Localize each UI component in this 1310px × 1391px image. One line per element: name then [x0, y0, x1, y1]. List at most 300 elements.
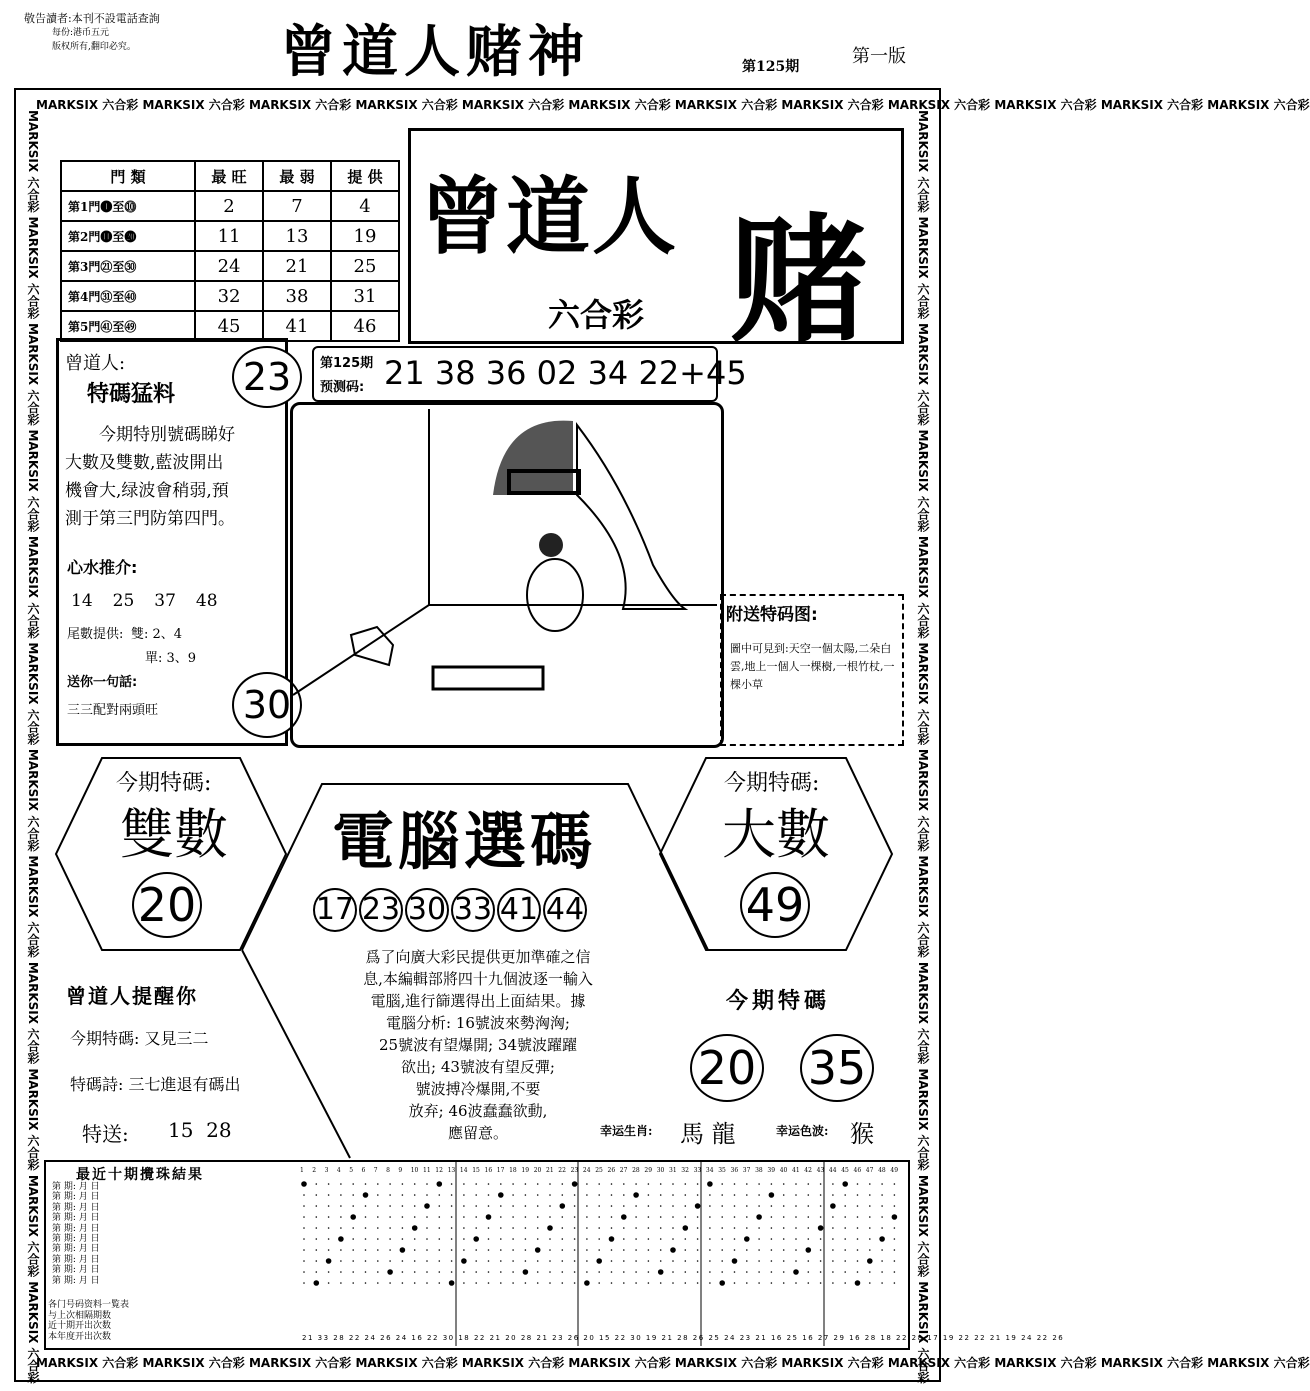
grid-dot [303, 1205, 305, 1207]
column-number: 31 [669, 1167, 677, 1174]
grid-dot [414, 1205, 416, 1207]
grid-dot [316, 1271, 318, 1273]
grid-dot [869, 1271, 871, 1273]
grid-dot [783, 1271, 785, 1273]
column-number: 43 [816, 1167, 825, 1174]
table-cell: 4 [331, 191, 399, 221]
grid-dot [734, 1183, 736, 1185]
tail-label: 尾數提供: [67, 627, 124, 642]
grid-dot [488, 1205, 490, 1207]
grid-dot [389, 1194, 391, 1196]
grid-dot [758, 1238, 760, 1240]
grid-dot [709, 1238, 711, 1240]
grid-dot [611, 1194, 613, 1196]
grid-dot [635, 1205, 637, 1207]
sidebar-body: 今期特別號碼睇好大數及雙數,藍波開出機會大,绿波會稍弱,預測于第三門防第四門。 [65, 425, 235, 529]
column-number: 20 [533, 1167, 542, 1174]
grid-dot [746, 1260, 748, 1262]
logo-subtitle: 六合彩 [548, 296, 645, 334]
column-number: 26 [607, 1167, 616, 1174]
row-label: 第 期: 月 日 [52, 1213, 100, 1224]
grid-dot [525, 1282, 527, 1284]
grid-dot [844, 1271, 846, 1273]
grid-dot [562, 1271, 564, 1273]
grid-dot [475, 1227, 477, 1229]
grid-dot [525, 1216, 527, 1218]
prediction-label: 预测码: [320, 380, 365, 395]
grid-dot [365, 1216, 367, 1218]
grid-dot [535, 1247, 541, 1253]
door-stats-table [60, 160, 400, 342]
grid-dot [463, 1227, 465, 1229]
border-strip-bottom: MARKSIX 六合彩 MARKSIX 六合彩 MARKSIX 六合彩 MARKSIX 六合彩 MARKSIX 六合彩 MARKSIX 六合彩 MARKSIX 六合彩 MARKSIX 六合彩 MARKSIX 六合彩 MARKSIX 六合彩 MARKSIX 六合彩 MARKSIX 六合彩 [36, 1356, 1310, 1370]
grid-dot [771, 1271, 773, 1273]
pick-ball: 17 [313, 888, 357, 932]
grid-dot [549, 1216, 551, 1218]
grid-dot [525, 1238, 527, 1240]
grid-dot [795, 1183, 797, 1185]
grid-dot [537, 1205, 539, 1207]
grid-dot [574, 1238, 576, 1240]
grid-dot [894, 1249, 896, 1251]
grid-dot [586, 1205, 588, 1207]
grid-dot [377, 1194, 379, 1196]
grid-dot [500, 1249, 502, 1251]
table-cell: 38 [263, 281, 331, 311]
grid-dot [586, 1183, 588, 1185]
grid-dot [426, 1183, 428, 1185]
row-label: 第5門㊶至㊾ [61, 311, 195, 341]
grid-dot [697, 1238, 699, 1240]
grid-dot [734, 1282, 736, 1284]
grid-dot [881, 1205, 883, 1207]
illustration [293, 405, 717, 739]
results-title: 最近十期攪珠結果 [76, 1167, 204, 1183]
grid-dot [808, 1183, 810, 1185]
grid-dot [596, 1258, 602, 1264]
notice-line-3: 版权所有,翻印必究。 [52, 42, 136, 52]
grid-dot [660, 1260, 662, 1262]
grid-dot [512, 1227, 514, 1229]
grid-dot [316, 1238, 318, 1240]
grid-dot [426, 1194, 428, 1196]
grid-dot [340, 1183, 342, 1185]
grid-dot [648, 1205, 650, 1207]
column-number: 48 [878, 1167, 886, 1174]
grid-dot [437, 1181, 443, 1187]
grid-dot [426, 1260, 428, 1262]
table-row [61, 281, 399, 311]
footer-label: 近十期开出次数 [48, 1321, 112, 1331]
grid-dot [808, 1282, 810, 1284]
grid-dot [844, 1249, 846, 1251]
grid-dot [316, 1216, 318, 1218]
grid-dot [475, 1249, 477, 1251]
grid-dot [439, 1260, 441, 1262]
computer-text-line: 電腦,進行篩選得出上面結果。據 [370, 992, 586, 1010]
column-number: 10 [410, 1167, 419, 1174]
grid-dot [598, 1183, 600, 1185]
tail-double: 雙: 2、4 [131, 627, 183, 642]
circle-number-bottom: 30 [232, 672, 302, 738]
grid-dot [771, 1216, 773, 1218]
grid-dot [461, 1258, 467, 1264]
grid-dot [475, 1194, 477, 1196]
grid-dot [475, 1271, 477, 1273]
grid-dot [648, 1227, 650, 1229]
grid-dot [857, 1238, 859, 1240]
grid-dot [808, 1216, 810, 1218]
recommend-number: 37 [154, 591, 176, 611]
grid-dot [685, 1238, 687, 1240]
grid-dot [685, 1249, 687, 1251]
grid-dot [697, 1216, 699, 1218]
saying-text: 三三配對兩頭旺 [67, 703, 159, 718]
grid-dot [881, 1249, 883, 1251]
grid-dot [475, 1282, 477, 1284]
grid-dot [377, 1260, 379, 1262]
grid-dot [881, 1216, 883, 1218]
grid-dot [400, 1247, 406, 1253]
grid-dot [746, 1271, 748, 1273]
grid-dot [771, 1205, 773, 1207]
grid-dot [598, 1216, 600, 1218]
grid-dot [525, 1205, 527, 1207]
grid-dot [820, 1194, 822, 1196]
grid-dot [795, 1260, 797, 1262]
grid-dot [598, 1205, 600, 1207]
grid-dot [635, 1271, 637, 1273]
grid-dot [894, 1282, 896, 1284]
grid-dot [549, 1183, 551, 1185]
grid-dot [377, 1271, 379, 1273]
grid-dot [549, 1194, 551, 1196]
grid-dot [783, 1282, 785, 1284]
color-label: 幸运色波: [776, 1124, 829, 1138]
grid-dot [721, 1205, 723, 1207]
grid-dot [439, 1227, 441, 1229]
grid-dot [340, 1249, 342, 1251]
computer-text-line: 欲出; 43號波有望反彈; [401, 1058, 555, 1076]
column-number: 22 [558, 1167, 566, 1174]
grid-dot [758, 1205, 760, 1207]
grid-dot [525, 1249, 527, 1251]
grid-dot [439, 1271, 441, 1273]
column-number: 39 [767, 1167, 776, 1174]
grid-dot [869, 1205, 871, 1207]
grid-dot [695, 1203, 701, 1209]
grid-dot [721, 1271, 723, 1273]
grid-dot [439, 1216, 441, 1218]
grid-dot [672, 1216, 674, 1218]
row-label: 第 期: 月 日 [52, 1254, 100, 1265]
grid-dot [734, 1194, 736, 1196]
grid-dot [451, 1216, 453, 1218]
grid-dot [832, 1282, 834, 1284]
grid-dot [314, 1280, 320, 1286]
grid-dot [721, 1238, 723, 1240]
grid-dot [648, 1183, 650, 1185]
grid-dot [771, 1183, 773, 1185]
grid-dot [648, 1282, 650, 1284]
grid-dot [328, 1205, 330, 1207]
grid-dot [685, 1194, 687, 1196]
grid-dot [525, 1227, 527, 1229]
grid-dot [648, 1260, 650, 1262]
grid-dot [402, 1227, 404, 1229]
grid-dot [660, 1282, 662, 1284]
right-hex-big: 大數 [722, 803, 830, 866]
grid-dot [709, 1271, 711, 1273]
grid-dot [574, 1282, 576, 1284]
grid-dot [424, 1203, 430, 1209]
grid-dot [721, 1227, 723, 1229]
footer-label: 本年度开出次数 [48, 1331, 112, 1342]
grid-dot [586, 1194, 588, 1196]
grid-dot [734, 1271, 736, 1273]
row-label: 第 期: 月 日 [52, 1275, 100, 1286]
grid-dot [525, 1194, 527, 1196]
grid-dot [365, 1260, 367, 1262]
grid-dot [808, 1271, 810, 1273]
column-number: 29 [644, 1167, 653, 1174]
grid-dot [326, 1258, 332, 1264]
grid-dot [844, 1227, 846, 1229]
grid-dot [560, 1203, 566, 1209]
grid-dot [820, 1205, 822, 1207]
grid-dot [377, 1183, 379, 1185]
grid-dot [586, 1271, 588, 1273]
grid-dot [574, 1271, 576, 1273]
grid-dot [512, 1238, 514, 1240]
grid-dot [857, 1205, 859, 1207]
grid-dot [795, 1282, 797, 1284]
row-label: 第 期: 月 日 [52, 1244, 100, 1255]
grid-dot [488, 1282, 490, 1284]
grid-dot [402, 1194, 404, 1196]
grid-dot [734, 1216, 736, 1218]
grid-dot [475, 1216, 477, 1218]
grid-dot [660, 1216, 662, 1218]
grid-dot [648, 1271, 650, 1273]
grid-dot [832, 1238, 834, 1240]
grid-dot [389, 1238, 391, 1240]
grid-dot [426, 1238, 428, 1240]
header-notice [24, 12, 160, 54]
grid-dot [328, 1249, 330, 1251]
grid-dot [832, 1249, 834, 1251]
row-label: 第 期: 月 日 [52, 1182, 100, 1192]
right-hex-number: 49 [740, 872, 810, 938]
grid-dot [340, 1205, 342, 1207]
grid-dot [377, 1282, 379, 1284]
grid-dot [709, 1227, 711, 1229]
grid-dot [621, 1214, 627, 1220]
pick-ball: 41 [497, 888, 541, 932]
grid-dot [844, 1238, 846, 1240]
grid-dot [771, 1227, 773, 1229]
grid-dot [488, 1249, 490, 1251]
grid-dot [746, 1205, 748, 1207]
grid-dot [463, 1205, 465, 1207]
column-number: 14 [459, 1167, 468, 1174]
special-number: 35 [800, 1034, 874, 1102]
grid-dot [328, 1282, 330, 1284]
grid-dot [697, 1271, 699, 1273]
grid-dot [709, 1260, 711, 1262]
grid-dot [635, 1183, 637, 1185]
grid-dot [879, 1236, 885, 1242]
grid-dot [808, 1194, 810, 1196]
grid-dot [328, 1216, 330, 1218]
grid-dot [512, 1282, 514, 1284]
computer-text-line: 息,本編輯部將四十九個波逐一輸入 [363, 970, 593, 988]
column-number: 17 [496, 1167, 505, 1174]
column-number: 21 [546, 1167, 554, 1174]
reminder-line-1: 今期特碼: 又見三二 [70, 1029, 209, 1048]
column-number: 30 [656, 1167, 665, 1174]
column-number: 4 [336, 1167, 341, 1174]
column-number: 16 [484, 1167, 493, 1174]
grid-dot [572, 1181, 578, 1187]
grid-dot [426, 1216, 428, 1218]
grid-dot [697, 1194, 699, 1196]
grid-dot [463, 1183, 465, 1185]
grid-dot [795, 1227, 797, 1229]
grid-dot [820, 1238, 822, 1240]
column-number: 28 [632, 1167, 640, 1174]
column-number: 33 [693, 1167, 702, 1174]
grid-dot [537, 1194, 539, 1196]
grid-dot [463, 1194, 465, 1196]
grid-dot [439, 1282, 441, 1284]
grid-dot [451, 1183, 453, 1185]
grid-dot [316, 1227, 318, 1229]
grid-dot [611, 1216, 613, 1218]
tail-single: 單: 3、9 [145, 651, 197, 666]
row-label: 第2門⓫至⓴ [61, 221, 195, 251]
grid-dot [352, 1271, 354, 1273]
grid-dot [574, 1260, 576, 1262]
grid-dot [598, 1238, 600, 1240]
grid-dot [685, 1282, 687, 1284]
zodiac-value: 馬 龍 [680, 1120, 736, 1148]
grid-dot [783, 1249, 785, 1251]
column-number: 9 [398, 1167, 403, 1174]
grid-dot [451, 1194, 453, 1196]
table-cell: 13 [263, 221, 331, 251]
grid-dot [316, 1194, 318, 1196]
grid-dot [562, 1216, 564, 1218]
column-number: 41 [792, 1167, 800, 1174]
column-number: 23 [570, 1167, 579, 1174]
row-label: 第 期: 月 日 [52, 1265, 100, 1276]
pick-ball: 23 [359, 888, 403, 932]
grid-dot [857, 1183, 859, 1185]
pick-ball: 44 [543, 888, 587, 932]
column-number: 49 [890, 1167, 899, 1174]
grid-dot [635, 1227, 637, 1229]
grid-dot [734, 1227, 736, 1229]
grid-dot [795, 1216, 797, 1218]
grid-dot [894, 1260, 896, 1262]
grid-dot [660, 1238, 662, 1240]
grid-dot [623, 1271, 625, 1273]
grid-dot [352, 1205, 354, 1207]
grid-dot [338, 1236, 344, 1242]
grid-dot [746, 1194, 748, 1196]
grid-dot [820, 1282, 822, 1284]
grid-dot [881, 1183, 883, 1185]
grid-dot [402, 1205, 404, 1207]
grid-dot [414, 1216, 416, 1218]
grid-dot [562, 1238, 564, 1240]
grid-dot [857, 1194, 859, 1196]
saying-title: 送你一句話: [67, 675, 138, 690]
grid-dot [611, 1227, 613, 1229]
grid-dot [658, 1269, 664, 1275]
grid-dot [537, 1282, 539, 1284]
column-number: 25 [595, 1167, 603, 1174]
grid-dot [783, 1227, 785, 1229]
grid-dot [709, 1205, 711, 1207]
grid-dot [783, 1216, 785, 1218]
pick-ball: 30 [405, 888, 449, 932]
grid-dot [439, 1249, 441, 1251]
grid-dot [387, 1269, 393, 1275]
grid-dot [721, 1194, 723, 1196]
column-number: 6 [361, 1167, 366, 1174]
zodiac-label: 幸运生肖: [600, 1124, 653, 1138]
grid-dot [414, 1249, 416, 1251]
grid-dot [512, 1216, 514, 1218]
grid-dot [756, 1214, 762, 1220]
grid-dot [869, 1183, 871, 1185]
grid-dot [672, 1282, 674, 1284]
notice-line-1: 敬告讀者:本刊不設電話查詢 [24, 12, 160, 25]
grid-dot [512, 1260, 514, 1262]
grid-dot [389, 1260, 391, 1262]
grid-dot [844, 1260, 846, 1262]
grid-dot [328, 1194, 330, 1196]
grid-dot [832, 1194, 834, 1196]
column-number: 42 [804, 1167, 812, 1174]
column-number: 2 [312, 1167, 317, 1174]
grid-dot [685, 1183, 687, 1185]
grid-dot [562, 1227, 564, 1229]
grid-dot [771, 1260, 773, 1262]
grid-dot [734, 1238, 736, 1240]
grid-dot [783, 1194, 785, 1196]
grid-dot [500, 1282, 502, 1284]
grid-dot [328, 1271, 330, 1273]
grid-dot [793, 1269, 799, 1275]
grid-dot [697, 1183, 699, 1185]
grid-dot [377, 1227, 379, 1229]
column-number: 13 [447, 1167, 456, 1174]
grid-dot [611, 1271, 613, 1273]
grid-dot [537, 1183, 539, 1185]
grid-dot [660, 1183, 662, 1185]
computer-text-line: 放弃; 46波蠢蠢欲動, [408, 1102, 548, 1120]
column-number: 3 [324, 1167, 329, 1174]
grid-dot [365, 1205, 367, 1207]
computer-text-line: 號波搏冷爆開,不要 [415, 1080, 541, 1098]
grid-dot [402, 1260, 404, 1262]
grid-dot [451, 1271, 453, 1273]
grid-dot [500, 1216, 502, 1218]
border-strip-left: MARKSIX 六合彩 MARKSIX 六合彩 MARKSIX 六合彩 MARKSIX 六合彩 MARKSIX 六合彩 MARKSIX 六合彩 MARKSIX 六合彩 MARKSIX 六合彩 MARKSIX 六合彩 MARKSIX 六合彩 MARKSIX 六合彩 MARKSIX 六合彩 [26, 110, 40, 1384]
